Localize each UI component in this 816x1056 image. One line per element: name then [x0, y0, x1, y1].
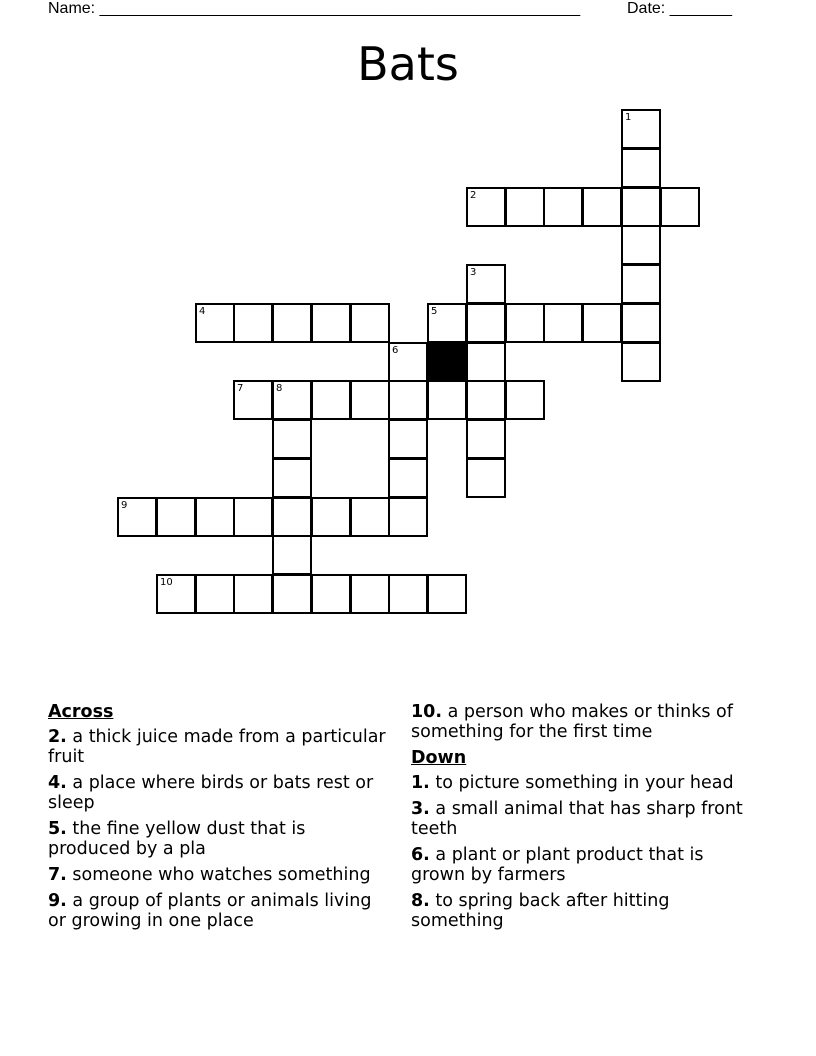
grid-cell[interactable] — [466, 187, 506, 227]
grid-cell[interactable] — [272, 380, 312, 420]
grid-cell[interactable] — [117, 497, 157, 537]
grid-cell[interactable] — [195, 303, 235, 343]
grid-cell[interactable] — [388, 458, 428, 498]
clue-number: 9 — [121, 500, 128, 511]
down-heading: Down — [411, 748, 467, 768]
name-label: Name: — [48, 0, 96, 17]
clue-number: 6 — [392, 345, 399, 356]
date-label: Date: — [627, 0, 666, 17]
grid-cell[interactable] — [272, 574, 312, 614]
puzzle-title: Bats — [357, 37, 459, 91]
clue-number: 2 — [470, 190, 477, 201]
grid-cell[interactable] — [621, 225, 661, 265]
grid-cell[interactable] — [350, 380, 390, 420]
grid-cell[interactable] — [543, 187, 583, 227]
grid-cell[interactable] — [505, 303, 545, 343]
clue-number: 7 — [237, 383, 244, 394]
clues-column-right — [411, 702, 761, 937]
clue-down-8: 8. to spring back after hitting something — [411, 891, 670, 931]
clue-number: 1 — [625, 112, 632, 123]
clue-across-4: 4. a place where birds or bats rest or sleep — [48, 773, 374, 813]
clue-number: 3 — [470, 267, 477, 278]
grid-cell[interactable] — [156, 574, 196, 614]
name-blank[interactable]: ______________________________________________________ — [99, 0, 581, 17]
grid-cell[interactable] — [505, 380, 545, 420]
grid-cell[interactable] — [427, 380, 467, 420]
grid-cell[interactable] — [233, 303, 273, 343]
grid-cell[interactable] — [311, 574, 351, 614]
grid-cell[interactable] — [621, 187, 661, 227]
grid-cell[interactable] — [621, 264, 661, 304]
grid-cell[interactable] — [466, 458, 506, 498]
grid-cell[interactable] — [311, 380, 351, 420]
grid-cell[interactable] — [350, 497, 390, 537]
grid-cell[interactable] — [272, 419, 312, 459]
grid-cell[interactable] — [621, 148, 661, 188]
grid-cell[interactable] — [311, 497, 351, 537]
grid-cell[interactable] — [427, 303, 467, 343]
clue-number: 10 — [160, 577, 173, 588]
clue-across-9: 9. a group of plants or animals living or growing in one place — [48, 891, 372, 931]
grid-cell[interactable] — [233, 380, 273, 420]
grid-cell[interactable] — [466, 303, 506, 343]
clue-across-2: 2. a thick juice made from a particular fruit — [48, 727, 386, 767]
grid-cell[interactable] — [466, 264, 506, 304]
grid-cell[interactable] — [195, 497, 235, 537]
grid-cell[interactable] — [272, 303, 312, 343]
grid-cell[interactable] — [388, 380, 428, 420]
clues-column-left — [48, 702, 393, 937]
date-blank[interactable]: _______ — [669, 0, 732, 17]
grid-cell[interactable] — [311, 303, 351, 343]
grid-cell[interactable] — [621, 342, 661, 382]
clue-number: 4 — [199, 306, 206, 317]
grid-cell[interactable] — [388, 574, 428, 614]
clue-number: 5 — [431, 306, 438, 317]
grid-cell[interactable] — [350, 303, 390, 343]
grid-cell[interactable] — [582, 303, 622, 343]
grid-cell[interactable] — [233, 574, 273, 614]
clue-down-1: 1. to picture something in your head — [411, 773, 734, 793]
grid-cell[interactable] — [466, 419, 506, 459]
grid-cell[interactable] — [388, 342, 428, 382]
grid-cell[interactable] — [272, 497, 312, 537]
grid-cell[interactable] — [272, 458, 312, 498]
clue-across-10: 10. a person who makes or thinks of something for the first time — [411, 702, 733, 742]
grid-cell[interactable] — [466, 380, 506, 420]
clue-down-6: 6. a plant or plant product that is grown by farmers — [411, 845, 704, 885]
grid-cell[interactable] — [427, 574, 467, 614]
clue-across-5: 5. the fine yellow dust that is produced by a pla — [48, 819, 306, 859]
across-heading: Across — [48, 702, 114, 722]
clue-number: 8 — [276, 383, 283, 394]
clue-across-7: 7. someone who watches something — [48, 865, 371, 885]
grid-cell[interactable] — [582, 187, 622, 227]
grid-cell[interactable] — [505, 187, 545, 227]
grid-cell-blocked — [427, 342, 467, 382]
grid-cell[interactable] — [272, 535, 312, 575]
grid-cell[interactable] — [466, 342, 506, 382]
grid-cell[interactable] — [660, 187, 700, 227]
grid-cell[interactable] — [156, 497, 196, 537]
grid-cell[interactable] — [350, 574, 390, 614]
clue-down-3: 3. a small animal that has sharp front teeth — [411, 799, 743, 839]
grid-cell[interactable] — [543, 303, 583, 343]
grid-cell[interactable] — [388, 419, 428, 459]
grid-cell[interactable] — [388, 497, 428, 537]
grid-cell[interactable] — [621, 109, 661, 149]
grid-cell[interactable] — [233, 497, 273, 537]
grid-cell[interactable] — [195, 574, 235, 614]
grid-cell[interactable] — [621, 303, 661, 343]
